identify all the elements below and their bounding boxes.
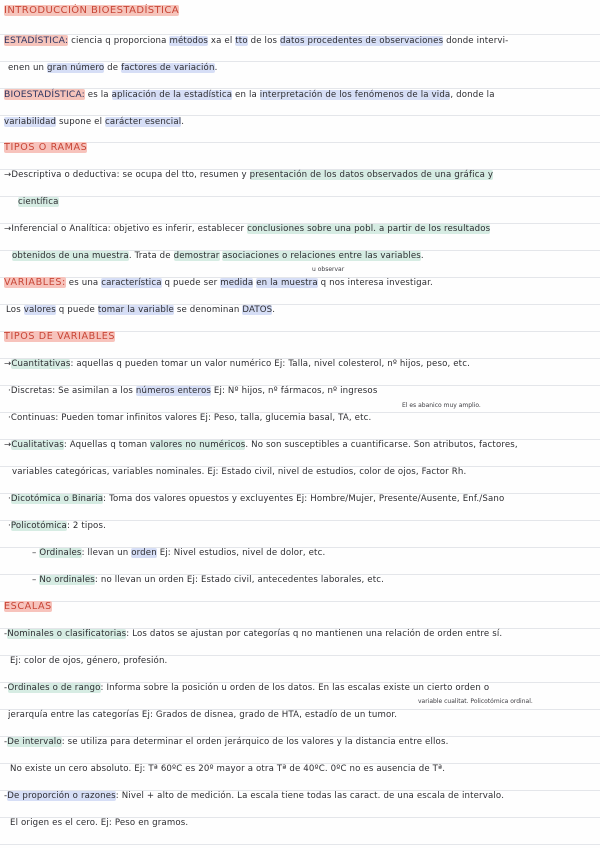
escala-ordinal: -Ordinales o de rango: Informa sobre la posición u orden de los datos. En las escalas existe un cierto orden o	[4, 683, 490, 693]
escala-intervalo-ejemplo: No existe un cero absoluto. Ej: Tª 60ºC es 20º mayor a otra Tª de 40ºC. 0ºC no es ausencia de Tª.	[10, 764, 446, 774]
dash-bullet-icon: –	[32, 575, 40, 585]
dot-bullet-icon: ·	[8, 386, 11, 396]
arrow-bullet-icon: →	[4, 224, 12, 234]
cualitativas-item: →Cualitativas: Aquellas q toman valores no numéricos. No son susceptibles a cuantificarse. Son atributos, factores,	[4, 440, 518, 450]
dot-bullet-icon: ·	[8, 494, 11, 504]
dash-bullet-icon: -	[4, 791, 8, 801]
arrow-bullet-icon: →	[4, 359, 12, 369]
dicotomica-item: ·Dicotómica o Binaria: Toma dos valores opuestos y excluyentes Ej: Hombre/Mujer, Presente/Ausente, Enf./Sano	[8, 494, 505, 504]
cuantitativas-item: →Cuantitativas: aquellas q pueden tomar un valor numérico Ej: Talla, nivel colesterol, nº hijos, peso, etc.	[4, 359, 470, 369]
estadistica-term: ESTADÍSTICA:	[4, 35, 69, 46]
variables-definition-cont: Los valores q puede tomar la variable se denominan DATOS.	[6, 305, 276, 315]
rama-descriptiva: →Descriptiva o deductiva: se ocupa del tto, resumen y presentación de los datos observados de una gráfica y	[4, 170, 494, 180]
dash-bullet-icon: –	[32, 548, 40, 558]
rama-inferencial: →Inferencial o Analítica: objetivo es inferir, establecer conclusiones sobre una pobl. a partir de los resultados	[4, 224, 491, 234]
escala-nominal: -Nominales o clasificatorias: Los datos se ajustan por categorías q no mantienen una relación de orden entre sí.	[4, 629, 503, 639]
dash-bullet-icon: -	[4, 737, 8, 747]
note-abanico: El es abanico muy amplio.	[402, 402, 481, 409]
bioestadistica-definition-cont: variabilidad supone el carácter esencial.	[4, 117, 185, 127]
arrow-bullet-icon: →	[4, 440, 12, 450]
escala-proporcion-ejemplo: El origen es el cero. Ej: Peso en gramos.	[10, 818, 189, 828]
policotomica-item: ·Policotómica: 2 tipos.	[8, 521, 106, 531]
bioestadistica-term: BIOESTADÍSTICA:	[4, 89, 85, 100]
estadistica-definition: ESTADÍSTICA: ciencia q proporciona métodos xa el tto de los datos procedentes de observaciones donde intervi-	[4, 35, 509, 46]
discretas-item: ·Discretas: Se asimilan a los números enteros Ej: Nº hijos, nº fármacos, nº ingresos	[8, 386, 378, 396]
dash-bullet-icon: -	[4, 683, 8, 693]
rama-inferencial-cont: obtenidos de una muestra. Trata de demostrar asociaciones o relaciones entre las variables.	[12, 251, 424, 261]
variables-definition: VARIABLES: es una característica q puede ser medida en la muestra q nos interesa investigar.	[4, 277, 433, 288]
arrow-bullet-icon: →	[4, 170, 12, 180]
dash-bullet-icon: -	[4, 629, 8, 639]
note-observar: u observar	[312, 266, 345, 273]
ordinales-item: – Ordinales: llevan un orden Ej: Nivel estudios, nivel de dolor, etc.	[32, 548, 326, 558]
rama-descriptiva-cont: científica	[18, 197, 59, 207]
bioestadistica-definition: BIOESTADÍSTICA: es la aplicación de la estadística en la interpretación de los fenómenos de la vida, donde la	[4, 89, 495, 100]
escala-nominal-ejemplo: Ej: color de ojos, género, profesión.	[10, 656, 168, 666]
no-ordinales-item: – No ordinales: no llevan un orden Ej: Estado civil, antecedentes laborales, etc.	[32, 575, 385, 585]
page-title: INTRODUCCIÓN BIOESTADÍSTICA	[4, 5, 180, 16]
estadistica-definition-cont: enen un gran número de factores de variación.	[8, 63, 218, 73]
variables-term: VARIABLES:	[4, 277, 66, 288]
tipos-variables-heading: TIPOS DE VARIABLES	[4, 331, 116, 342]
cualitativas-cont: variables categóricas, variables nominales. Ej: Estado civil, nivel de estudios, color de ojos, Factor Rh.	[12, 467, 467, 477]
escala-proporcion: -De proporción o razones: Nivel + alto de medición. La escala tiene todas las caract. de una escala de intervalo.	[4, 791, 505, 801]
continuas-item: ·Continuas: Pueden tomar infinitos valores Ej: Peso, talla, glucemia basal, TA, etc.	[8, 413, 372, 423]
escala-intervalo: -De intervalo: se utiliza para determinar el orden jerárquico de los valores y la distancia entre ellos.	[4, 737, 449, 747]
dot-bullet-icon: ·	[8, 413, 11, 423]
tipos-ramas-heading: TIPOS O RAMAS	[4, 142, 88, 153]
escalas-heading: ESCALAS	[4, 601, 52, 612]
note-cualitativa: variable cualitat. Policotómica ordinal.	[418, 698, 533, 705]
dot-bullet-icon: ·	[8, 521, 11, 531]
escala-ordinal-ejemplo: jerarquía entre las categorías Ej: Grados de disnea, grado de HTA, estadío de un tumor.	[8, 710, 398, 720]
